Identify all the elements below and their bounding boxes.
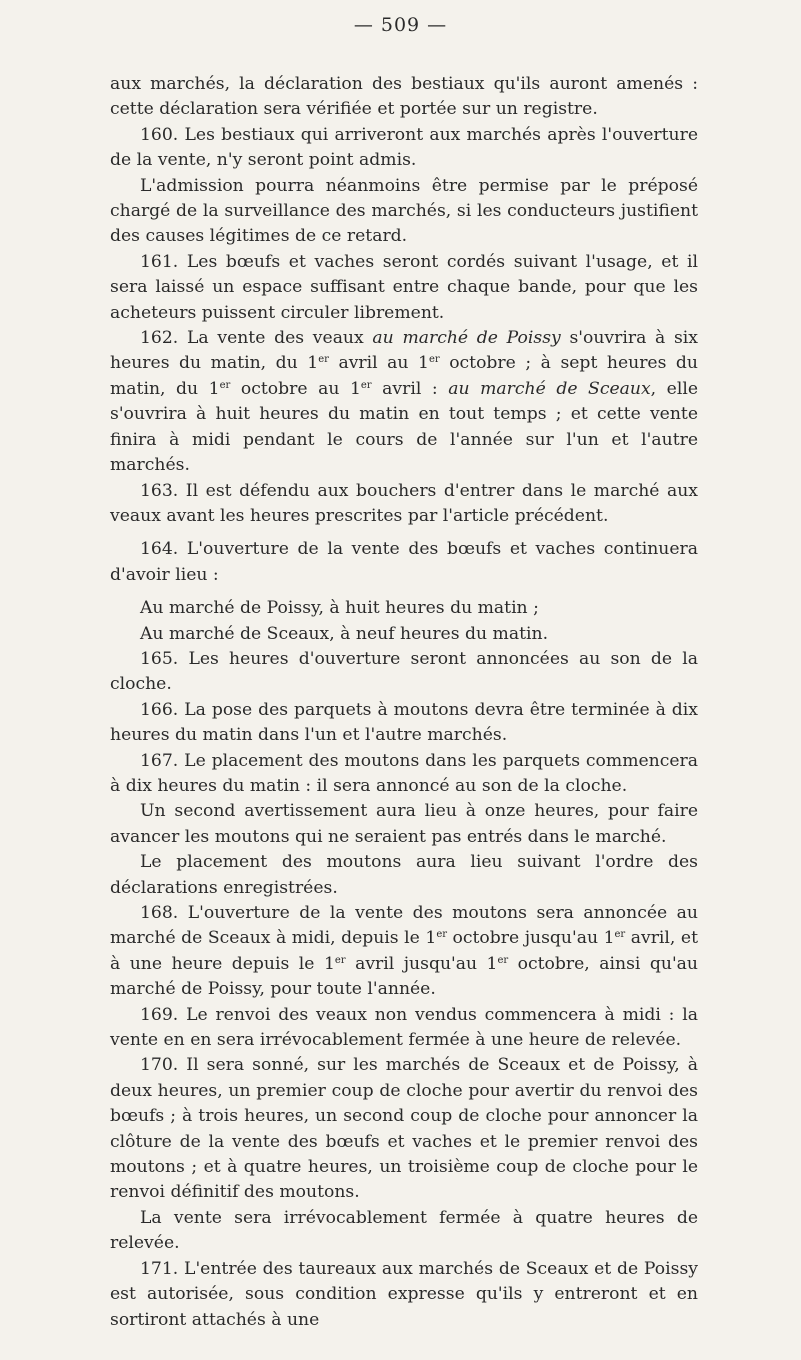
article-161: 161. Les bœufs et vaches seront cordés suivant l'usage, et il sera laissé un espace suffisant entre chaque bande, pour que les acheteurs puissent circuler librement.: [110, 251, 698, 323]
article-164-poissy: Au marché de Poissy, à huit heures du matin ;: [140, 598, 539, 619]
article-167: 167. Le placement des moutons dans les parquets commencera à dix heures du matin : il sera annoncé au son de la cloche.: [110, 750, 698, 796]
article-170-closing: La vente sera irrévocablement fermée à quatre heures de relevée.: [110, 1207, 698, 1254]
article-162: 162. La vente des veaux au marché de Poissy s'ouvrira à six heures du matin, du 1er avril au 1er octobre ; à sept heures du matin, du 1er octobre au 1er avril : au marché de Sceaux, elle s'ouvrira à huit heures du matin en tout temps ; et cette vente finira à midi pendant le cours de l'année sur l'un et l'autre marchés.: [110, 328, 699, 476]
article-160-admission: L'admission pourra néanmoins être permise par le préposé chargé de la surveillance des marchés, si les conducteurs justifient des causes légitimes de ce retard.: [110, 175, 698, 247]
page-number: — 509 —: [353, 14, 448, 36]
article-167-second: Un second avertissement aura lieu à onze heures, pour faire avancer les moutons qui ne seraient pas entrés dans le marché.: [110, 801, 698, 847]
paragraph-continuation: aux marchés, la déclaration des bestiaux qu'ils auront amenés : cette déclaration sera vérifiée et portée sur un registre.: [110, 74, 698, 120]
article-169: 169. Le renvoi des veaux non vendus commencera à midi : la vente en en sera irrévocablement fermée à une heure de relevée.: [110, 1004, 698, 1051]
article-171: 171. L'entrée des taureaux aux marchés de Sceaux et de Poissy est autorisée, sous condition expresse qu'ils y entreront et en sortiront attachés à une: [110, 1258, 698, 1330]
article-165: 165. Les heures d'ouverture seront annoncées au son de la cloche.: [110, 648, 698, 695]
article-170: 170. Il sera sonné, sur les marchés de Sceaux et de Poissy, à deux heures, un premier coup de cloche pour avertir du renvoi des bœufs ; à trois heures, un second coup de cloche pour annoncer la clôture de la vente des bœufs et vaches et le premier renvoi des moutons ; et à quatre heures, un troisième coup de cloche pour le renvoi définitif des moutons.: [110, 1055, 698, 1203]
page-body: [110, 72, 698, 1333]
article-160: 160. Les bestiaux qui arriveront aux marchés après l'ouverture de la vente, n'y seront point admis.: [110, 124, 698, 171]
article-168: 168. L'ouverture de la vente des moutons sera annoncée au marché de Sceaux à midi, depuis le 1er octobre jusqu'au 1er avril, et à une heure depuis le 1er avril jusqu'au 1er octobre, ainsi qu'au marché de Poissy, pour toute l'année.: [110, 903, 698, 1000]
article-167-order: Le placement des moutons aura lieu suivant l'ordre des déclarations enregistrées.: [110, 852, 698, 898]
article-166: 166. La pose des parquets à moutons devra être terminée à dix heures du matin dans l'un et l'autre marchés.: [110, 699, 698, 746]
article-164: 164. L'ouverture de la vente des bœufs et vaches continuera d'avoir lieu :: [110, 539, 698, 585]
article-164-sceaux: Au marché de Sceaux, à neuf heures du matin.: [140, 623, 549, 644]
article-163: 163. Il est défendu aux bouchers d'entrer dans le marché aux veaux avant les heures prescrites par l'article précédent.: [110, 480, 698, 526]
